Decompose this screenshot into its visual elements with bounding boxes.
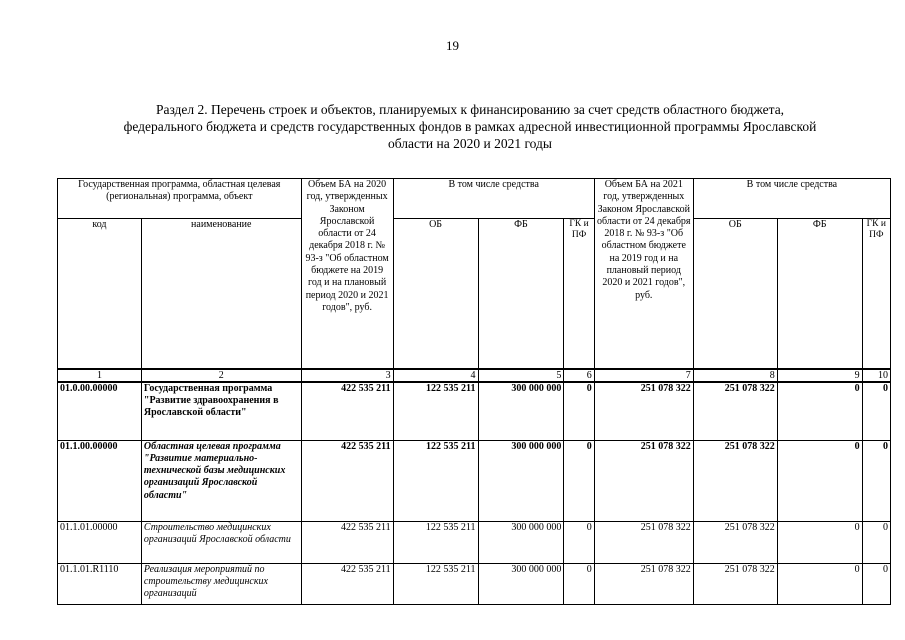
row-gkpf-2020: 0: [564, 382, 594, 441]
column-numbers-row: [58, 369, 891, 382]
row-fb-2021: 0: [777, 521, 862, 563]
row-gkpf-2020: 0: [564, 440, 594, 521]
row-name: Государственная программа "Развитие здравоохранения в Ярославской области": [141, 382, 301, 441]
header-code: код: [58, 219, 142, 369]
row-ob-2021: 251 078 322: [693, 382, 777, 441]
row-fb-2020: 300 000 000: [478, 440, 564, 521]
row-volume-2020: 422 535 211: [301, 440, 393, 521]
row-gkpf-2020: 0: [564, 563, 594, 604]
row-ob-2020: 122 535 211: [393, 382, 478, 441]
header-gkpf-2021: ГК и ПФ: [862, 219, 890, 369]
header-including-2021: В том числе средства: [693, 179, 890, 219]
row-gkpf-2021: 0: [862, 382, 890, 441]
column-number: 5: [478, 369, 564, 382]
header-row-2: [58, 219, 891, 369]
header-including-2020: В том числе средства: [393, 179, 594, 219]
header-fb-2020: ФБ: [478, 219, 564, 369]
header-fb-2021: ФБ: [777, 219, 862, 369]
row-gkpf-2021: 0: [862, 521, 890, 563]
column-number: 2: [141, 369, 301, 382]
row-gkpf-2020: 0: [564, 521, 594, 563]
row-ob-2020: 122 535 211: [393, 521, 478, 563]
column-number: 7: [594, 369, 693, 382]
table-row: [58, 382, 891, 441]
row-gkpf-2021: 0: [862, 440, 890, 521]
header-volume-2020: Объем БА на 2020 год, утвержденных Законом Ярославской области от 24 декабря 2018 г. № 93-з "Об областном бюджете на 2019 год и на плановый период 2020 и 2021 годов", руб.: [301, 179, 393, 369]
header-name: наименование: [141, 219, 301, 369]
row-code: 01.1.01.R1110: [58, 563, 142, 604]
investment-table: [57, 178, 891, 605]
row-volume-2021: 251 078 322: [594, 440, 693, 521]
header-volume-2021: Объем БА на 2021 год, утвержденных Законом Ярославской области от 24 декабря 2018 г. № 93-з "Об областном бюджете на 2019 год и на плановый период 2020 и 2021 годов", руб.: [594, 179, 693, 369]
row-name: Реализация мероприятий по строительству медицинских организаций: [141, 563, 301, 604]
row-name: Областная целевая программа "Развитие материально-технической базы медицинских организаций Ярославской области": [141, 440, 301, 521]
row-volume-2021: 251 078 322: [594, 563, 693, 604]
row-code: 01.1.01.00000: [58, 521, 142, 563]
row-ob-2020: 122 535 211: [393, 563, 478, 604]
header-program-group: Государственная программа, областная целевая (региональная) программа, объект: [58, 179, 302, 219]
row-fb-2021: 0: [777, 382, 862, 441]
row-fb-2020: 300 000 000: [478, 382, 564, 441]
table-row: [58, 521, 891, 563]
row-ob-2020: 122 535 211: [393, 440, 478, 521]
header-ob-2020: ОБ: [393, 219, 478, 369]
row-fb-2020: 300 000 000: [478, 521, 564, 563]
row-fb-2021: 0: [777, 440, 862, 521]
title-line-1: Раздел 2. Перечень строек и объектов, планируемых к финансированию за счет средств областного бюджета,: [155, 102, 785, 117]
title-line-3: области на 2020 и 2021 годы: [388, 136, 552, 151]
title-line-2: федерального бюджета и средств государственных фондов в рамках адресной инвестиционной программы Ярославской: [123, 119, 817, 134]
page-number: 19: [446, 38, 459, 53]
row-volume-2020: 422 535 211: [301, 382, 393, 441]
header-gkpf-2020: ГК и ПФ: [564, 219, 594, 369]
column-number: 3: [301, 369, 393, 382]
row-fb-2021: 0: [777, 563, 862, 604]
row-ob-2021: 251 078 322: [693, 521, 777, 563]
column-number: 1: [58, 369, 142, 382]
row-ob-2021: 251 078 322: [693, 563, 777, 604]
column-number: 10: [862, 369, 890, 382]
table-row: [58, 563, 891, 604]
row-code: 01.1.00.00000: [58, 440, 142, 521]
row-volume-2020: 422 535 211: [301, 563, 393, 604]
column-number: 4: [393, 369, 478, 382]
column-number: 8: [693, 369, 777, 382]
row-volume-2020: 422 535 211: [301, 521, 393, 563]
row-ob-2021: 251 078 322: [693, 440, 777, 521]
header-row-1: [58, 179, 891, 219]
column-number: 9: [777, 369, 862, 382]
header-ob-2021: ОБ: [693, 219, 777, 369]
row-gkpf-2021: 0: [862, 563, 890, 604]
section-title: [40, 101, 900, 152]
table-row: [58, 440, 891, 521]
column-number: 6: [564, 369, 594, 382]
row-fb-2020: 300 000 000: [478, 563, 564, 604]
row-code: 01.0.00.00000: [58, 382, 142, 441]
row-volume-2021: 251 078 322: [594, 521, 693, 563]
row-name: Строительство медицинских организаций Ярославской области: [141, 521, 301, 563]
row-volume-2021: 251 078 322: [594, 382, 693, 441]
